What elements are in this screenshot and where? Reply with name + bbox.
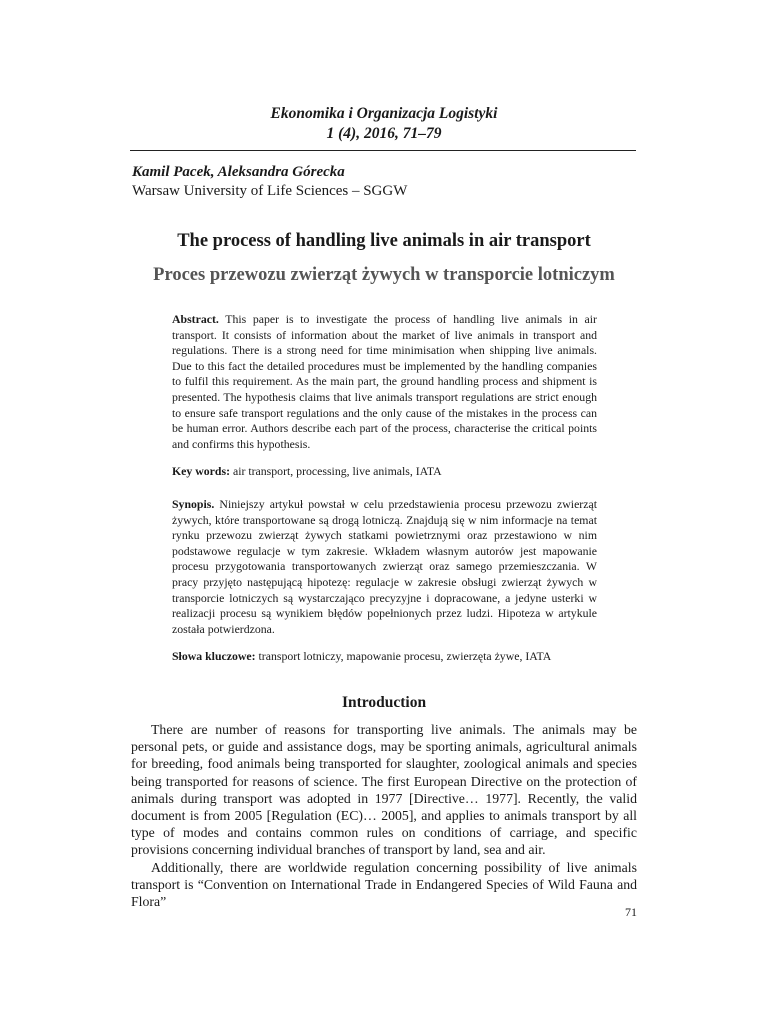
slowa-kluczowe [172,649,597,665]
slowa-text: transport lotniczy, mapowanie procesu, zwierzęta żywe, IATA [258,649,552,663]
synopsis-text: Niniejszy artykuł powstał w celu przedstawienia procesu przewozu zwierząt żywych, które transportowane są drogą lotniczą. Znajdują się w nim informacje na temat rynku przewozu zwierząt żywych statkami powietrznymi oraz przestawiono w nim podstawowe regulacje w tym zakresie. Wkładem własnym autorów jest mapowanie procesu przygotowania transportowanych zwierząt oraz samego przemieszczania. W pracy przyjęto następującą hipotezę: regulacje w zakresie obsługi zwierząt żywych w transporcie lotniczych są wystarczająco precyzyjne i dopracowane, a jedyne usterki w realizacji procesu są wynikiem błędów popełnionych przez ludzi. Hipoteza w artykule została potwierdzona. [172,497,597,636]
journal-name: Ekonomika i Organizacja Logistyki [270,105,498,122]
intro-paragraph: Additionally, there are worldwide regulation concerning possibility of live animals transport is “Convention on International Trade in Endangered Species of Wild Fauna and Flora” [131,859,637,910]
abstract [172,312,597,452]
introduction-body [131,721,637,910]
title-english: The process of handling live animals in air transport [177,231,591,251]
affiliation: Warsaw University of Life Sciences – SGGW [132,183,408,199]
journal-header [0,104,768,144]
keywords-text: air transport, processing, live animals, IATA [232,464,442,478]
synopsis-label: Synopis. [172,497,215,511]
keywords [172,464,597,480]
keywords-label: Key words: [172,464,230,478]
slowa-label: Słowa kluczowe: [172,649,256,663]
journal-issue: 1 (4), 2016, 71–79 [326,125,442,142]
intro-paragraph: There are number of reasons for transporting live animals. The animals may be personal pets, or guide and assistance dogs, may be sporting animals, agricultural animals for breeding, food animals being transported for slaughter, zoological animals and species being transported for reasons of science. The first European Directive on the protection of animals during transport was adopted in 1977 [Directive… 1977]. Recently, the valid document is from 2005 [Regulation (EC)… 2005], and applies to animals transport by all type of modes and contains common rules on conditions of carriage, and specific provisions concerning individual branches of transport by land, sea and air. [131,722,637,858]
authors: Kamil Pacek, Aleksandra Górecka [132,164,345,180]
page-number: 71 [625,905,637,919]
abstract-label: Abstract. [172,312,219,326]
header-divider [130,150,636,151]
introduction-heading: Introduction [341,694,427,711]
synopsis [172,497,597,637]
title-polish: Proces przewozu zwierząt żywych w transporcie lotniczym [153,265,615,285]
abstract-text: This paper is to investigate the process of handling live animals in air transport. It consists of information about the market of live animals in transport and regulations. There is a strong need for time minimisation when shipping live animals. Due to this fact the detailed procedures must be implemented by the handling companies to fulfil this requirement. As the main part, the ground handling process and shipment is presented. The hypothesis claims that live animals transport regulations are strict enough to ensure safe transport regulations and the only cause of the mistakes in the process can be human error. Authors describe each part of the process, characterise the critical points and confirms this hypothesis. [172,312,597,451]
